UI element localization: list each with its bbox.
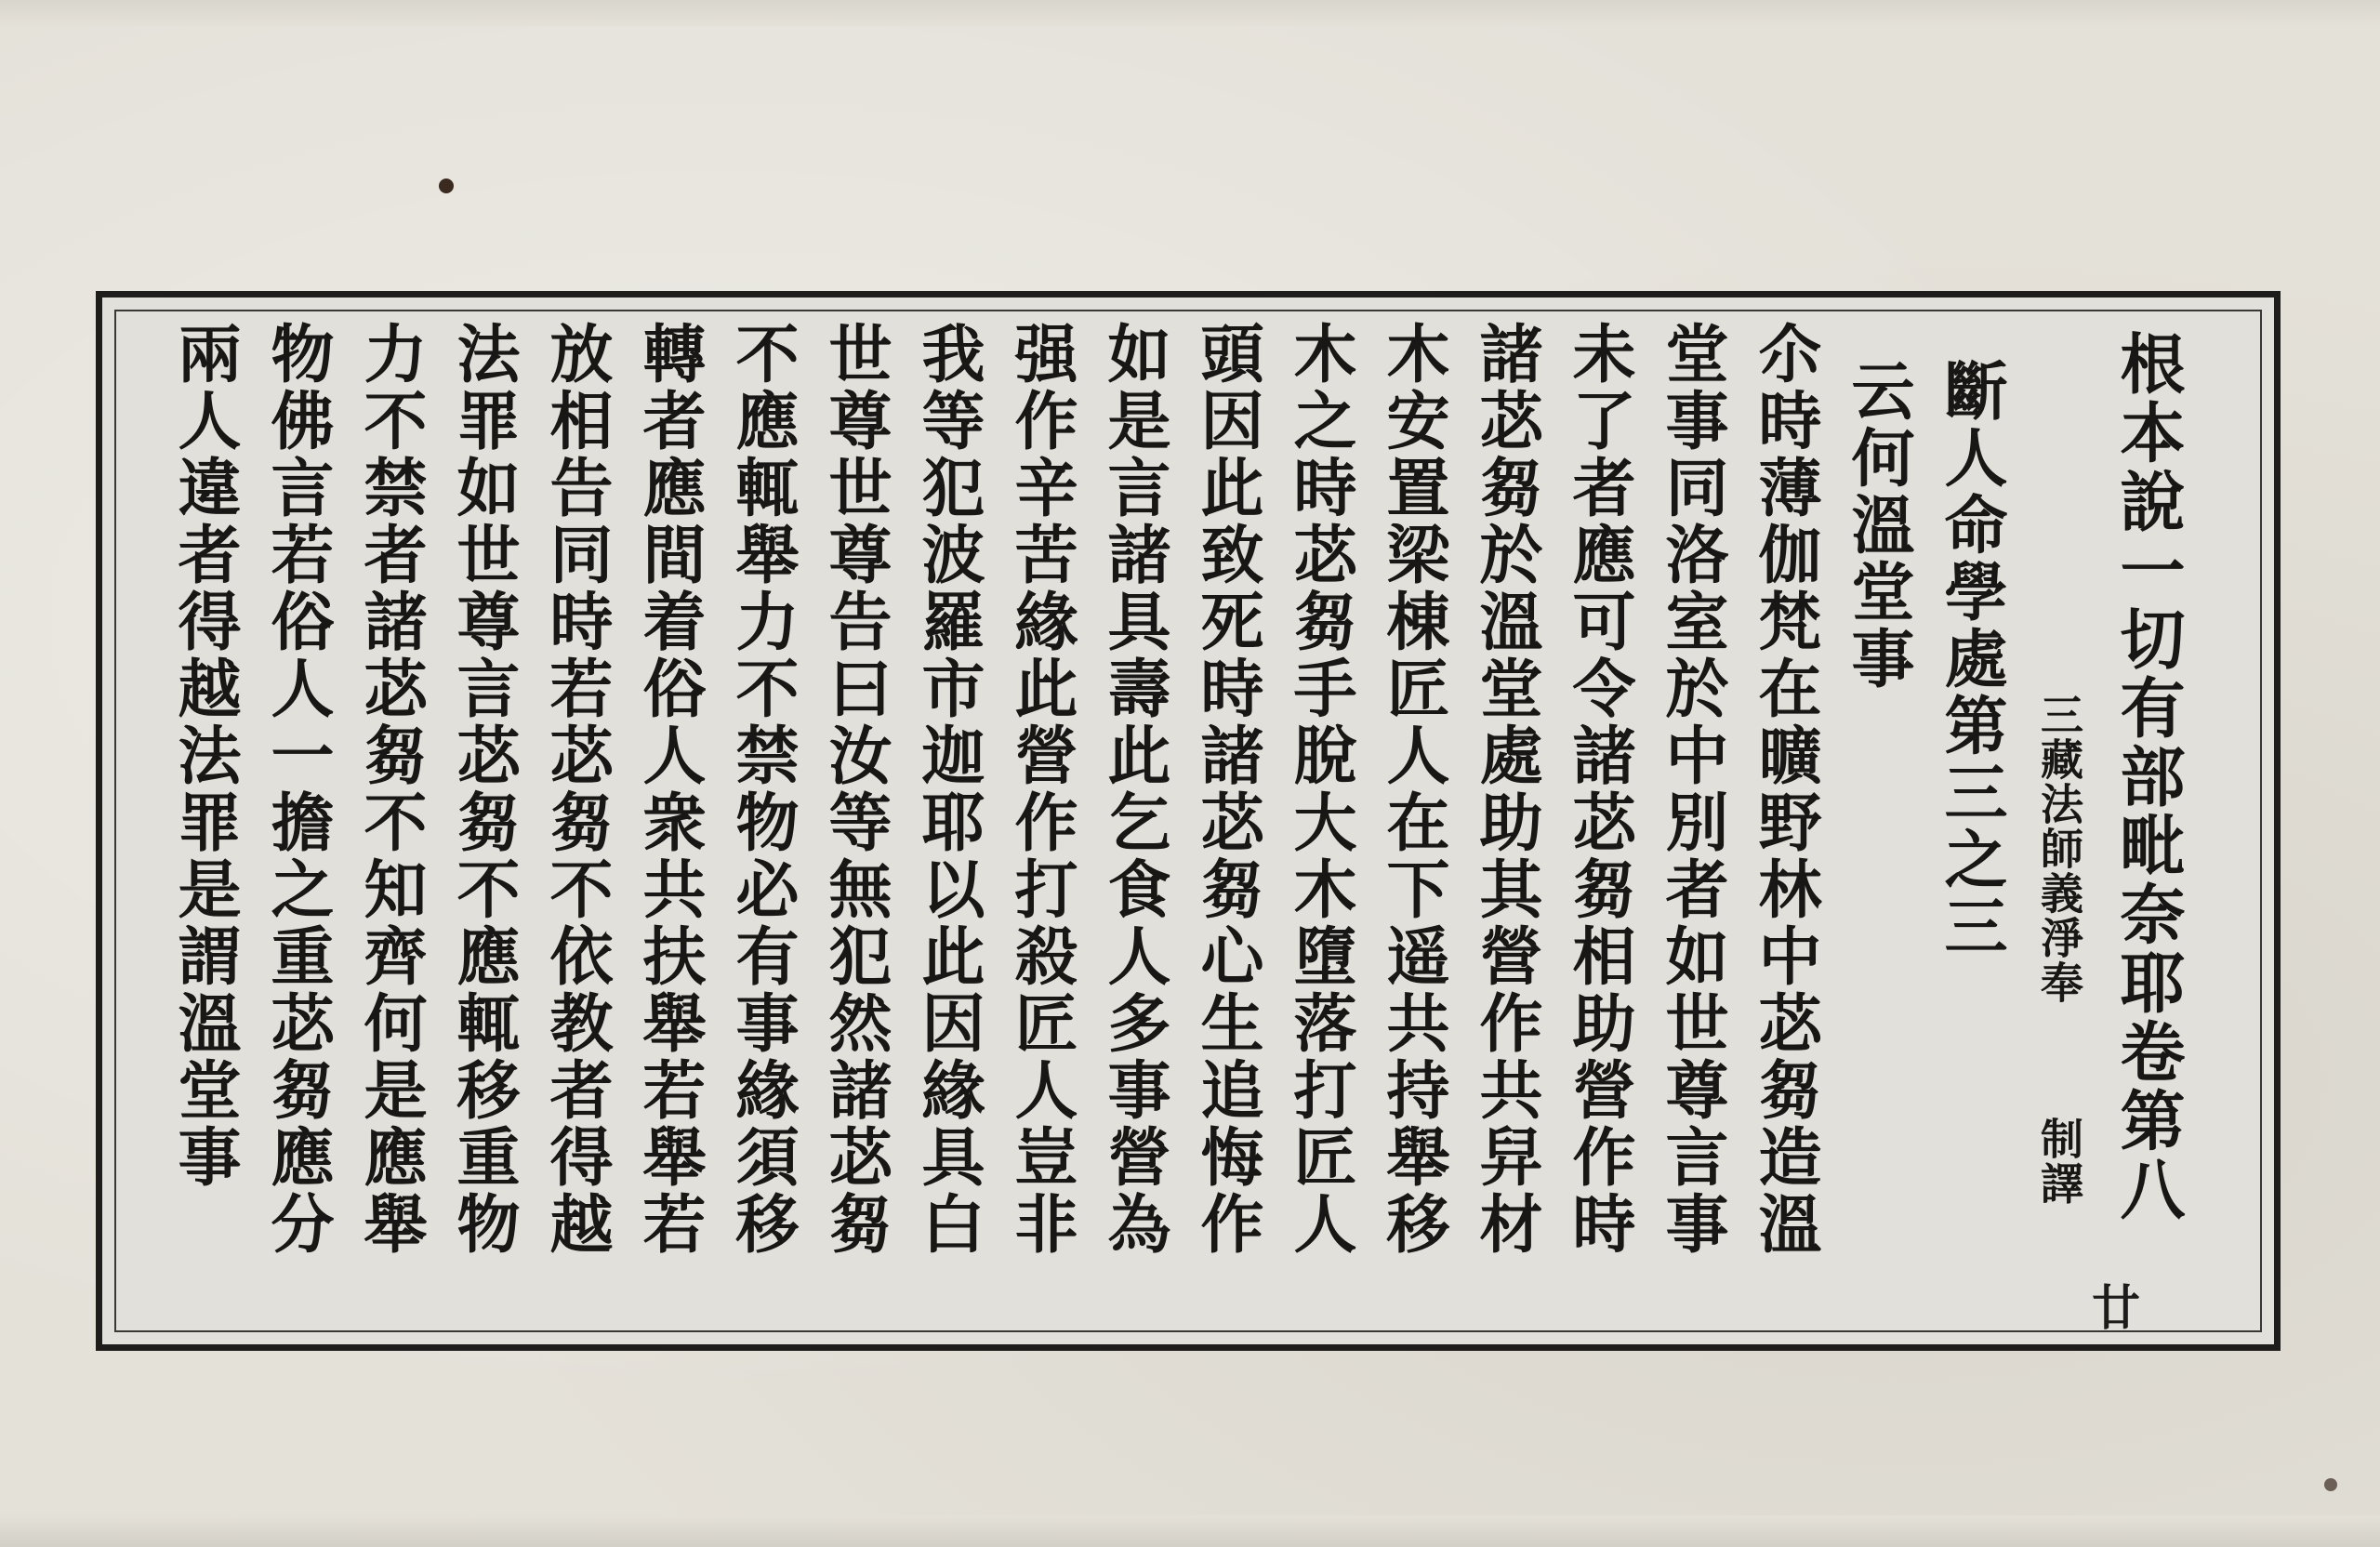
ink-spot <box>2324 1478 2337 1491</box>
translator-suffix: 制譯 <box>2034 1117 2084 1206</box>
text-column: 我等犯波羅市迦耶以此因緣具白 <box>911 321 985 1258</box>
chapter-heading: 斷人命學處第三之三 <box>1934 358 2008 960</box>
text-column: 力不禁者諸苾芻不知齊何是應舉 <box>353 321 428 1258</box>
translator-line <box>2017 693 2101 1320</box>
scroll-title: 根本說一切有部毗奈耶卷第八 <box>2109 330 2187 1224</box>
text-column: 不應輒舉力不禁物必有事緣須移 <box>725 321 800 1258</box>
text-column: 未了者應可令諸苾芻相助營作時 <box>1562 321 1636 1258</box>
text-column: 頭因此致死時諸苾芻心生追悔作 <box>1190 321 1264 1258</box>
text-column: 世尊世尊告曰汝等無犯然諸苾芻 <box>818 321 892 1258</box>
folio-number: 廿 <box>2092 1280 2141 1337</box>
text-column: 堂事同洛室於中別者如世尊言事 <box>1655 321 1729 1258</box>
text-column: 兩人違者得越法罪是謂溫堂事 <box>167 321 242 1191</box>
scan-edge-top <box>0 0 2380 26</box>
text-column: 諸苾芻於溫堂處助其營作共舁材 <box>1469 321 1543 1258</box>
text-column: 如是言諸具壽此乞食人多事營為 <box>1097 321 1171 1258</box>
ink-spot <box>439 178 454 193</box>
section-heading: 云何溫堂事 <box>1841 358 1915 693</box>
text-column: 木安置梁棟匠人在下遥共持舉移 <box>1376 321 1450 1258</box>
text-column: 轉者應間着俗人衆共扶舉若舉若 <box>632 321 707 1258</box>
scan-edge-bottom <box>0 1515 2380 1547</box>
text-column: 强作辛苦緣此營作打殺匠人豈非 <box>1004 321 1078 1258</box>
text-column: 物佛言若俗人一擔之重苾芻應分 <box>260 321 335 1258</box>
text-column: 放相告同時若苾芻不依教者得越 <box>539 321 614 1258</box>
vertical-text-block <box>112 321 2194 1320</box>
text-column: 法罪如世尊言苾芻不應輒移重物 <box>446 321 521 1258</box>
text-column: 尒時薄伽梵在曠野林中苾芻造溫 <box>1748 321 1822 1258</box>
text-column: 木之時苾芻手脫大木墮落打匠人 <box>1283 321 1357 1258</box>
translator-name: 三藏法師義淨奉 <box>2034 693 2084 1005</box>
